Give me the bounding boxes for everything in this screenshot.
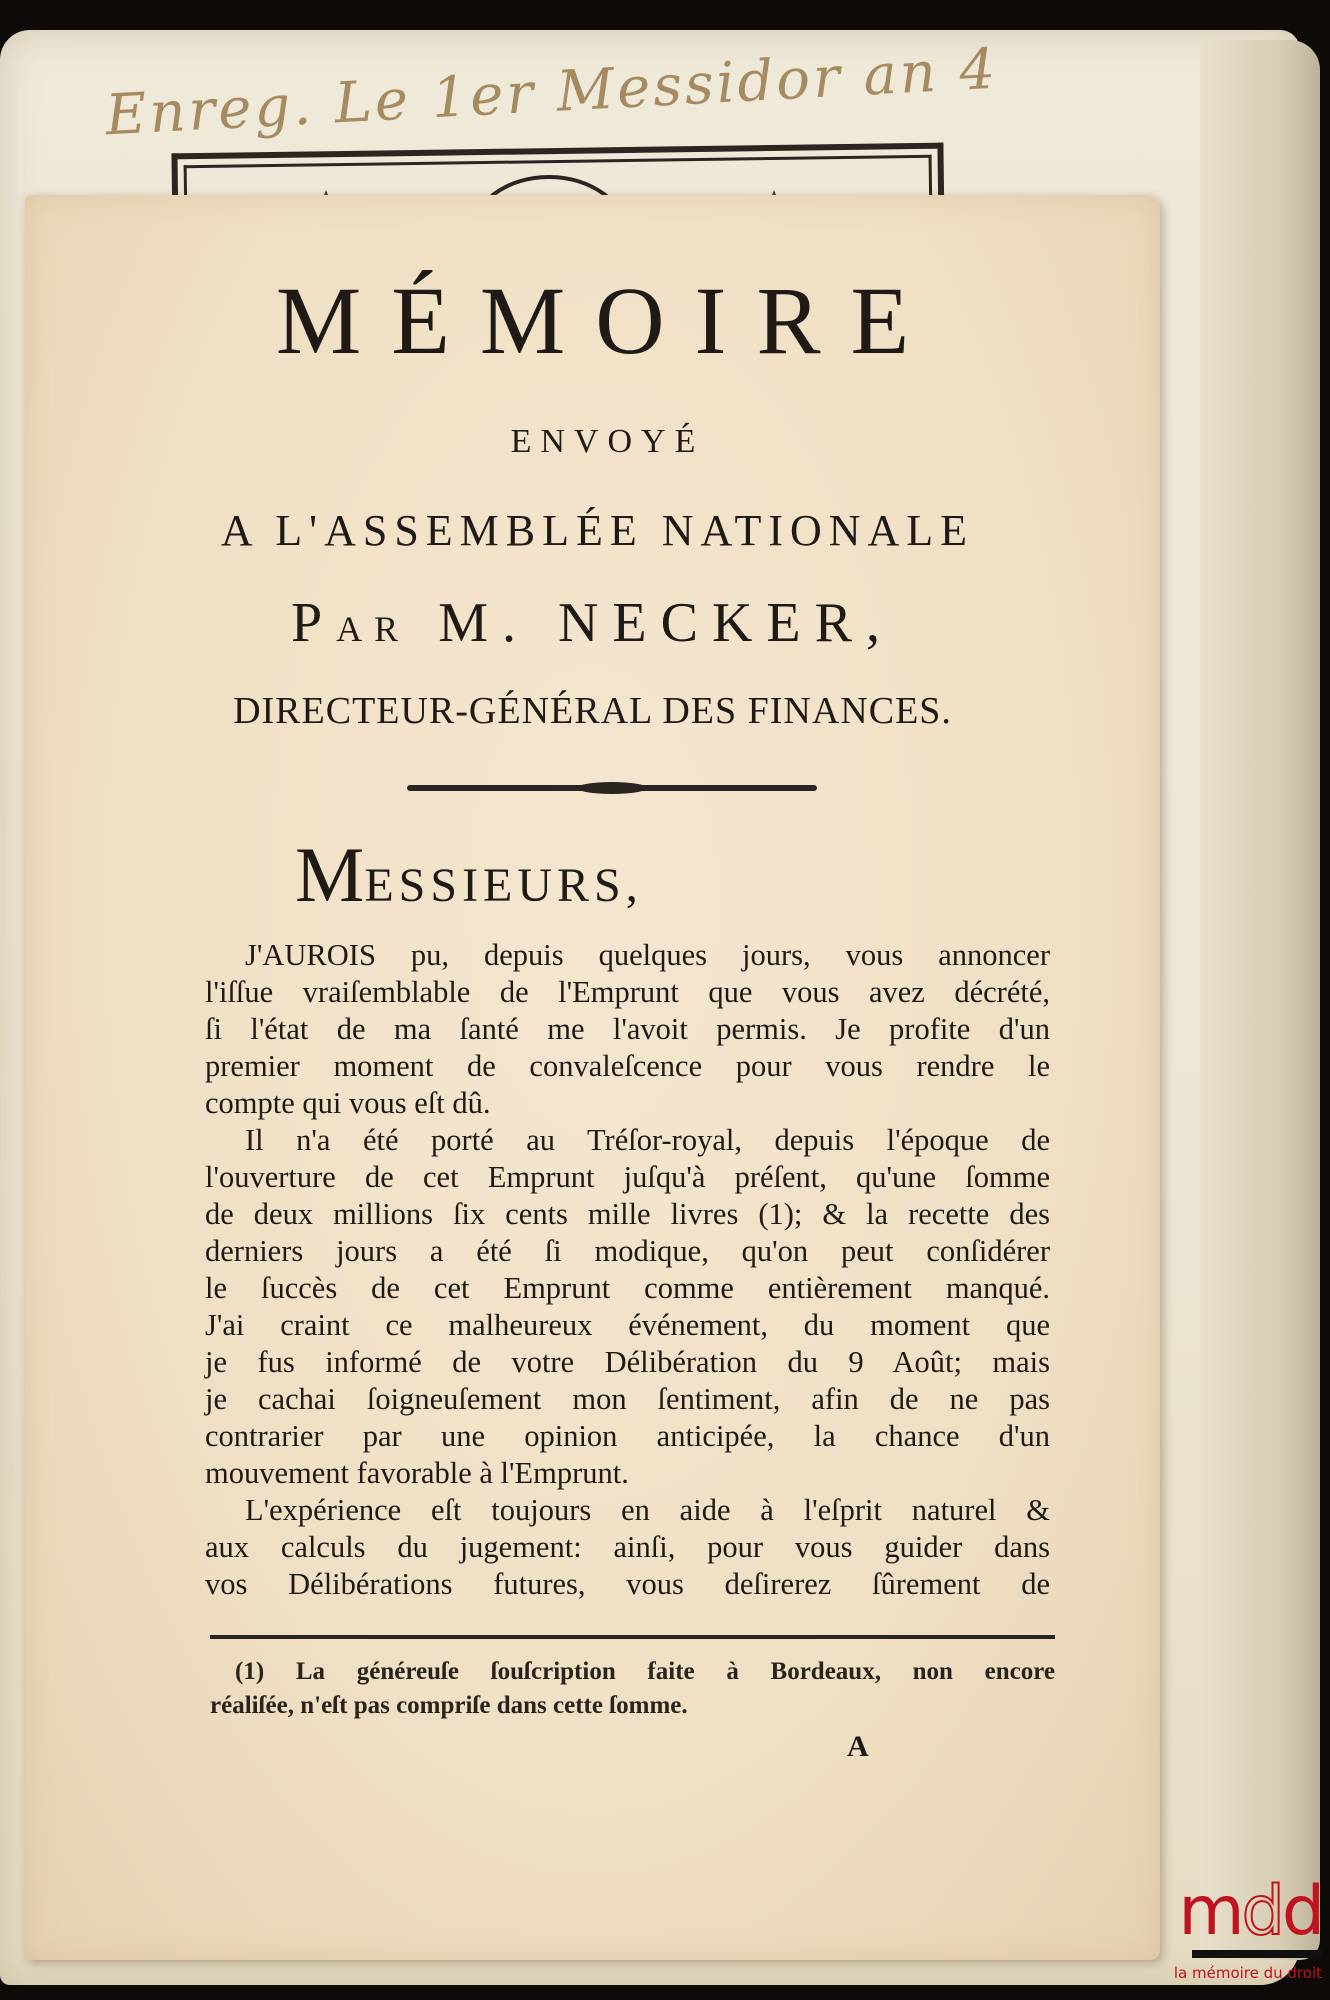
subtitle-sent: ENVOYÉ <box>510 423 705 460</box>
author-name: M. NECKER, <box>438 592 894 654</box>
body-line: le ſuccès de cet Emprunt comme entièrement manqué. <box>205 1271 1050 1305</box>
handwritten-annotation: Enreg. Le 1er Messidor an 4 <box>103 36 1000 149</box>
salutation-rest: ESSIEURS, <box>364 859 643 912</box>
subtitle-recipient: A L'ASSEMBLÉE NATIONALE <box>220 506 975 555</box>
body-line: l'iſſue vraiſemblable de l'Emprunt que vous avez décrété, <box>205 975 1050 1009</box>
body-line: mouvement favorable à l'Emprunt. <box>205 1456 629 1490</box>
body-line: Il n'a été porté au Tréſor-royal, depuis l'époque de <box>245 1123 1050 1157</box>
watermark-bar <box>1192 1950 1322 1958</box>
watermark-tagline: la mémoire du droit <box>1173 1964 1322 1982</box>
body-line: J'AUROIS pu, depuis quelques jours, vous annoncer <box>245 938 1050 972</box>
publisher-watermark <box>1162 1872 1322 1982</box>
body-text <box>205 937 1050 1603</box>
author-prefix-cap: P <box>291 592 337 654</box>
document-page <box>25 195 1160 1960</box>
stacked-pages-edge <box>1200 40 1320 1960</box>
signature-mark: A <box>847 1730 869 1763</box>
author-prefix-rest: AR <box>336 609 411 649</box>
footnote-line: réaliſée, n'eſt pas compriſe dans cette ſomme. <box>210 1692 688 1719</box>
ornamental-divider <box>407 785 817 791</box>
footnote <box>210 1655 1055 1723</box>
logo-d-outline: d <box>1241 1872 1282 1951</box>
body-line: derniers jours a été ſi modique, qu'on peut conſidérer <box>205 1234 1050 1268</box>
salutation <box>295 830 643 920</box>
body-line: l'ouverture de cet Emprunt juſqu'à préſent, qu'une ſomme <box>205 1160 1050 1194</box>
md-logo-icon <box>1162 1872 1322 1951</box>
body-line: L'expérience eſt toujours en aide à l'eſprit naturel & <box>245 1493 1050 1527</box>
footnote-line: (1) La généreuſe ſouſcription faite à Bordeaux, non encore <box>235 1658 1055 1685</box>
body-line: compte qui vous eſt dû. <box>205 1086 491 1120</box>
author-role: DIRECTEUR-GÉNÉRAL DES FINANCES. <box>233 690 952 732</box>
body-line: je cachai ſoigneuſement mon ſentiment, afin de ne pas <box>205 1382 1050 1416</box>
body-line: J'ai craint ce malheureux événement, du moment que <box>205 1308 1050 1342</box>
logo-d: d <box>1281 1872 1322 1951</box>
body-line: je fus informé de votre Délibération du 9 Août; mais <box>205 1345 1050 1379</box>
body-line: de deux millions ſix cents mille livres (1); & la recette des <box>205 1197 1050 1231</box>
body-line: ſi l'état de ma ſanté me l'avoit permis. Je profite d'un <box>205 1012 1050 1046</box>
body-line: vos Délibérations futures, vous deſirerez ſûrement de <box>205 1567 1050 1601</box>
author-line <box>25 591 1160 655</box>
logo-m: m <box>1178 1872 1242 1951</box>
body-line: premier moment de convaleſcence pour vous rendre le <box>205 1049 1050 1083</box>
footnote-divider <box>210 1635 1055 1639</box>
salutation-dropcap: M <box>295 831 365 918</box>
document-title: MÉMOIRE <box>275 267 940 374</box>
body-line: aux calculs du jugement: ainſi, pour vous guider dans <box>205 1530 1050 1564</box>
body-line: contrarier par une opinion anticipée, la chance d'un <box>205 1419 1050 1453</box>
